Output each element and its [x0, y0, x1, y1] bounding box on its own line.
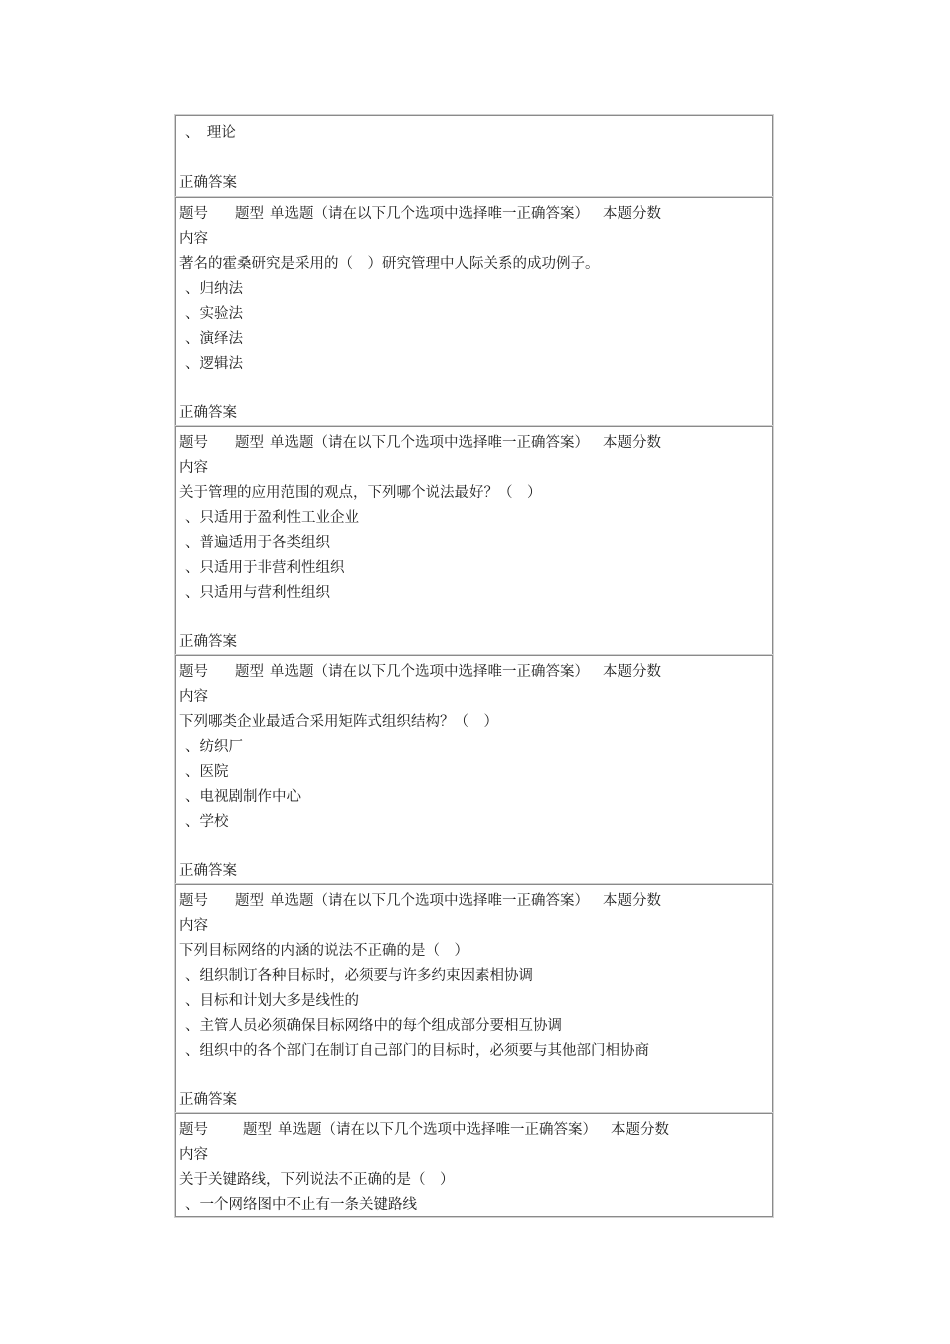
option-item: 、电视剧制作中心 — [185, 789, 301, 805]
question-stem: 下列目标网络的内涵的说法不正确的是（ ） — [179, 943, 469, 959]
question-block — [175, 884, 773, 1113]
question-type-label: 题型 — [235, 893, 264, 909]
option-item: 、归纳法 — [185, 281, 243, 297]
question-no-label: 题号 — [179, 435, 208, 451]
option-item: 、学校 — [185, 814, 229, 830]
correct-answer-label: 正确答案 — [179, 1092, 237, 1108]
option-item: 、主管人员必须确保目标网络中的每个组成部分要相互协调 — [185, 1018, 562, 1034]
question-type-label: 题型 — [235, 206, 264, 222]
correct-answer-label: 正确答案 — [179, 405, 237, 421]
score-label: 本题分数 — [603, 664, 661, 680]
question-header — [179, 662, 661, 682]
content-label: 内容 — [179, 689, 208, 705]
question-stem: 关于关键路线，下列说法不正确的是（ ） — [179, 1172, 455, 1188]
correct-answer-label: 正确答案 — [179, 175, 237, 191]
score-label: 本题分数 — [603, 206, 661, 222]
content-label: 内容 — [179, 1147, 208, 1163]
option-item: 、普遍适用于各类组织 — [185, 535, 330, 551]
content-label: 内容 — [179, 918, 208, 934]
question-type-label: 题型 — [243, 1122, 272, 1138]
option-item: 、 理论 — [185, 125, 236, 141]
option-item: 、目标和计划大多是线性的 — [185, 993, 359, 1009]
question-block — [175, 655, 773, 884]
question-header — [179, 204, 661, 224]
correct-answer-label: 正确答案 — [179, 634, 237, 650]
option-item: 、组织制订各种目标时，必须要与许多约束因素相协调 — [185, 968, 533, 984]
question-type-value: 单选题（请在以下几个选项中选择唯一正确答案） — [270, 893, 589, 909]
option-item: 、一个网络图中不止有一条关键路线 — [185, 1197, 417, 1213]
question-no-label: 题号 — [179, 1122, 208, 1138]
score-label: 本题分数 — [611, 1122, 669, 1138]
question-type-value: 单选题（请在以下几个选项中选择唯一正确答案） — [278, 1122, 597, 1138]
option-item: 、只适用于非营利性组织 — [185, 560, 345, 576]
score-label: 本题分数 — [603, 893, 661, 909]
question-header — [179, 891, 661, 911]
option-item: 、只适用与营利性组织 — [185, 585, 330, 601]
content-label: 内容 — [179, 460, 208, 476]
question-type-value: 单选题（请在以下几个选项中选择唯一正确答案） — [270, 664, 589, 680]
question-type-label: 题型 — [235, 435, 264, 451]
question-type-value: 单选题（请在以下几个选项中选择唯一正确答案） — [270, 435, 589, 451]
option-item: 、医院 — [185, 764, 229, 780]
question-no-label: 题号 — [179, 206, 208, 222]
option-item: 、实验法 — [185, 306, 243, 322]
correct-answer-label: 正确答案 — [179, 863, 237, 879]
question-type-value: 单选题（请在以下几个选项中选择唯一正确答案） — [270, 206, 589, 222]
question-header — [179, 1120, 669, 1140]
question-stem: 著名的霍桑研究是采用的（ ）研究管理中人际关系的成功例子。 — [179, 256, 600, 272]
content-label: 内容 — [179, 231, 208, 247]
question-block — [175, 1113, 773, 1217]
option-item: 、逻辑法 — [185, 356, 243, 372]
option-item: 、演绎法 — [185, 331, 243, 347]
question-no-label: 题号 — [179, 664, 208, 680]
question-header — [179, 433, 661, 453]
score-label: 本题分数 — [603, 435, 661, 451]
option-item: 、纺织厂 — [185, 739, 243, 755]
question-no-label: 题号 — [179, 893, 208, 909]
question-stem: 下列哪类企业最适合采用矩阵式组织结构？（ ） — [179, 714, 498, 730]
question-block — [175, 426, 773, 655]
option-item: 、组织中的各个部门在制订自己部门的目标时，必须要与其他部门相协商 — [185, 1043, 649, 1059]
option-item: 、只适用于盈利性工业企业 — [185, 510, 359, 526]
question-block-partial — [175, 115, 773, 197]
question-type-label: 题型 — [235, 664, 264, 680]
question-stem: 关于管理的应用范围的观点，下列哪个说法最好？（ ） — [179, 485, 542, 501]
question-block — [175, 197, 773, 426]
